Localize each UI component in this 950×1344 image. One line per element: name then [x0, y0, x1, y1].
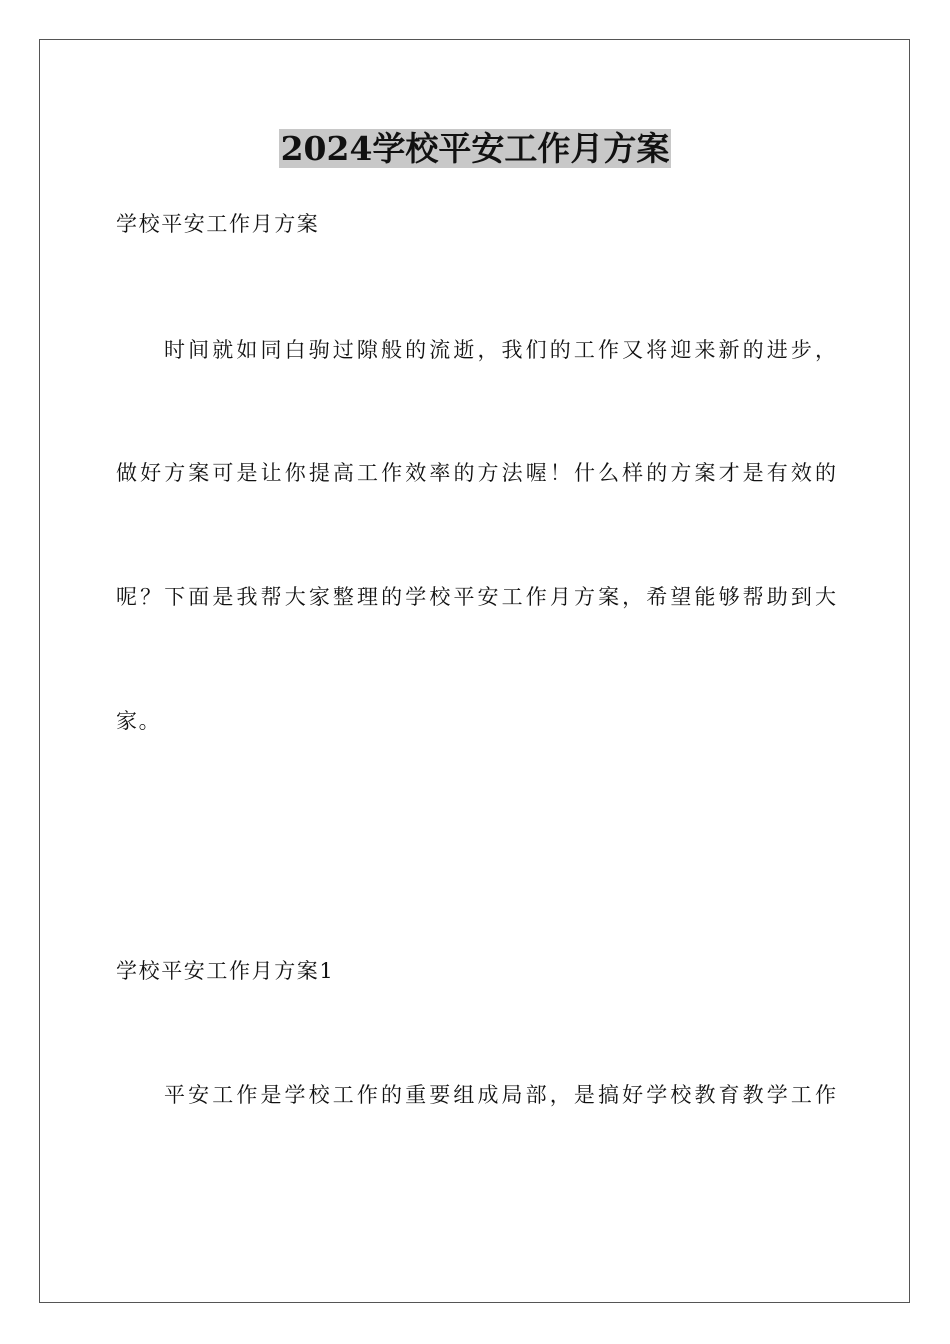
document-title-text: 2024学校平安工作月方案: [280, 129, 670, 168]
document-title: [0, 128, 950, 170]
section-heading: 学校平安工作月方案1: [116, 959, 335, 983]
intro-paragraph-line: 家。: [116, 709, 162, 733]
intro-paragraph-line: 时间就如同白驹过隙般的流逝，我们的工作又将迎来新的进步，: [164, 338, 836, 362]
intro-paragraph-line: 呢？下面是我帮大家整理的学校平安工作月方案，希望能够帮助到大: [116, 585, 836, 609]
section-paragraph-line: 平安工作是学校工作的重要组成局部，是搞好学校教育教学工作: [164, 1083, 836, 1107]
document-subtitle: 学校平安工作月方案: [116, 212, 320, 236]
intro-paragraph-line: 做好方案可是让你提高工作效率的方法喔！什么样的方案才是有效的: [116, 461, 836, 485]
